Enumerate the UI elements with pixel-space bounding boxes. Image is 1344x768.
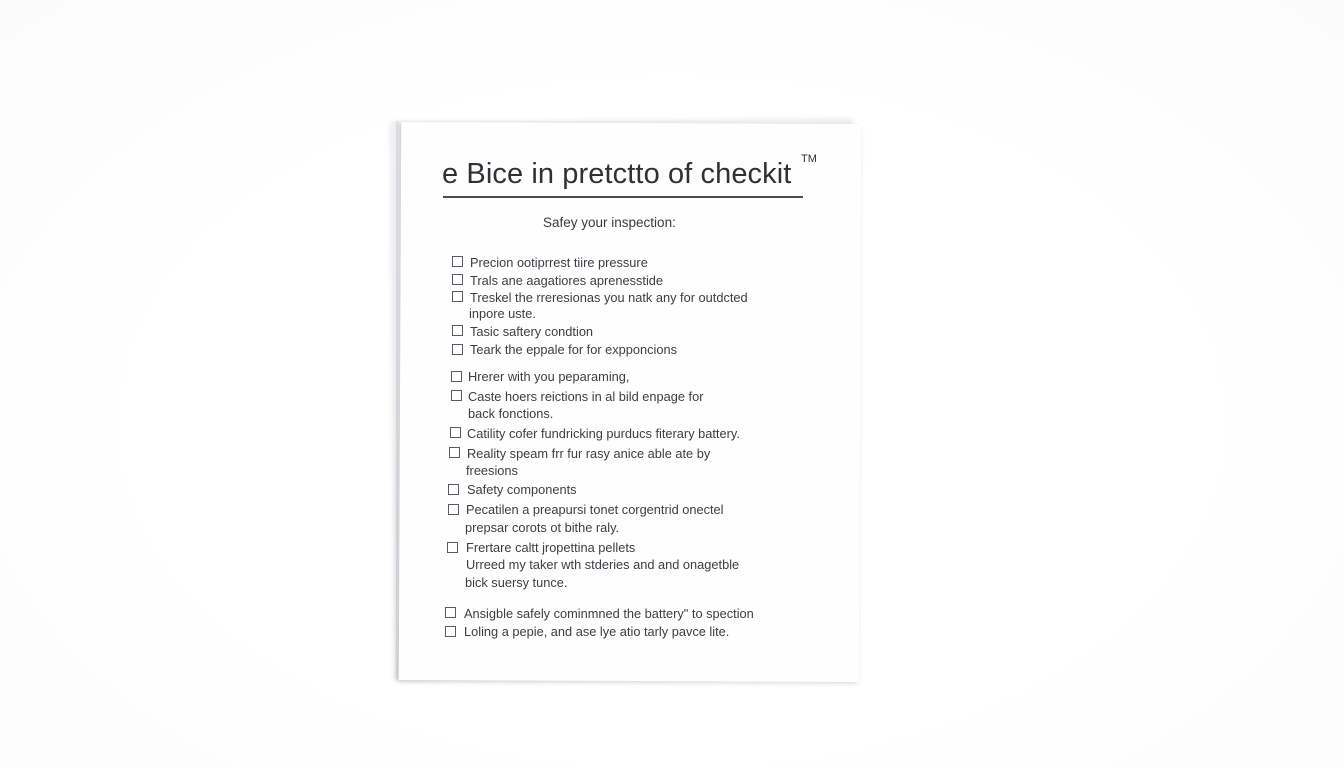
checkbox[interactable] xyxy=(452,274,463,285)
checklist-item-text: Ansigble safely cominmned the battery" to spection xyxy=(464,606,754,621)
checklist-item-text: Frertare caltt jropettina pellets xyxy=(466,540,636,555)
checklist-item-text: Caste hoers reictions in al bild enpage for xyxy=(468,389,704,404)
checklist-item-text: Trals ane aagatiores aprenesstide xyxy=(470,273,664,288)
checklist-item-continuation: freesions xyxy=(466,463,518,478)
checkbox[interactable] xyxy=(452,291,463,302)
checkbox[interactable] xyxy=(452,344,463,355)
checklist-item-text: Hrerer with you peparaming, xyxy=(468,369,630,384)
document-subtitle: Safey your inspection: xyxy=(543,215,676,230)
document-title: e Bice in pretctto of checkit xyxy=(442,158,792,190)
checklist-item-continuation: inpore uste. xyxy=(469,306,536,321)
checklist-item-continuation: bick suersy tunce. xyxy=(465,575,568,590)
checkbox[interactable] xyxy=(450,427,461,438)
checklist-item-text: Treskel the rreresionas you natk any for outdcted xyxy=(470,290,748,305)
checklist-item-text: Pecatilen a preapursi tonet corgentrid onectel xyxy=(466,502,724,517)
checkbox[interactable] xyxy=(451,390,462,401)
checklist-item-text: Precion ootiprrest tiire pressure xyxy=(470,255,648,270)
title-underline xyxy=(443,196,803,198)
checklist-item-text: Catility cofer fundricking purducs fiterary battery. xyxy=(467,426,740,441)
checkbox[interactable] xyxy=(448,504,459,515)
checklist-item-text: Teark the eppale for for expponcions xyxy=(470,342,678,357)
checkbox[interactable] xyxy=(449,447,460,458)
checkbox[interactable] xyxy=(445,626,456,637)
checkbox[interactable] xyxy=(448,484,459,495)
checkbox[interactable] xyxy=(445,607,456,618)
checklist-item-text: Safety components xyxy=(467,482,577,497)
checkbox[interactable] xyxy=(452,256,463,267)
checkbox[interactable] xyxy=(452,325,463,336)
checklist-item-continuation: Urreed my taker wth stderies and and onagetble xyxy=(466,557,740,572)
checkbox[interactable] xyxy=(451,371,462,382)
checklist-item-text: Loling a pepie, and ase lye atio tarly pavce lite. xyxy=(464,624,730,639)
checklist-item-text: Tasic saftery condtion xyxy=(470,324,594,339)
checklist-item-continuation: back fonctions. xyxy=(468,406,554,421)
trademark-mark: TM xyxy=(801,153,817,165)
checklist-item-continuation: prepsar corots ot bithe raly. xyxy=(465,520,620,535)
checklist-item-text: Reality speam frr fur rasy anice able ate by xyxy=(467,446,711,461)
checkbox[interactable] xyxy=(447,542,458,553)
